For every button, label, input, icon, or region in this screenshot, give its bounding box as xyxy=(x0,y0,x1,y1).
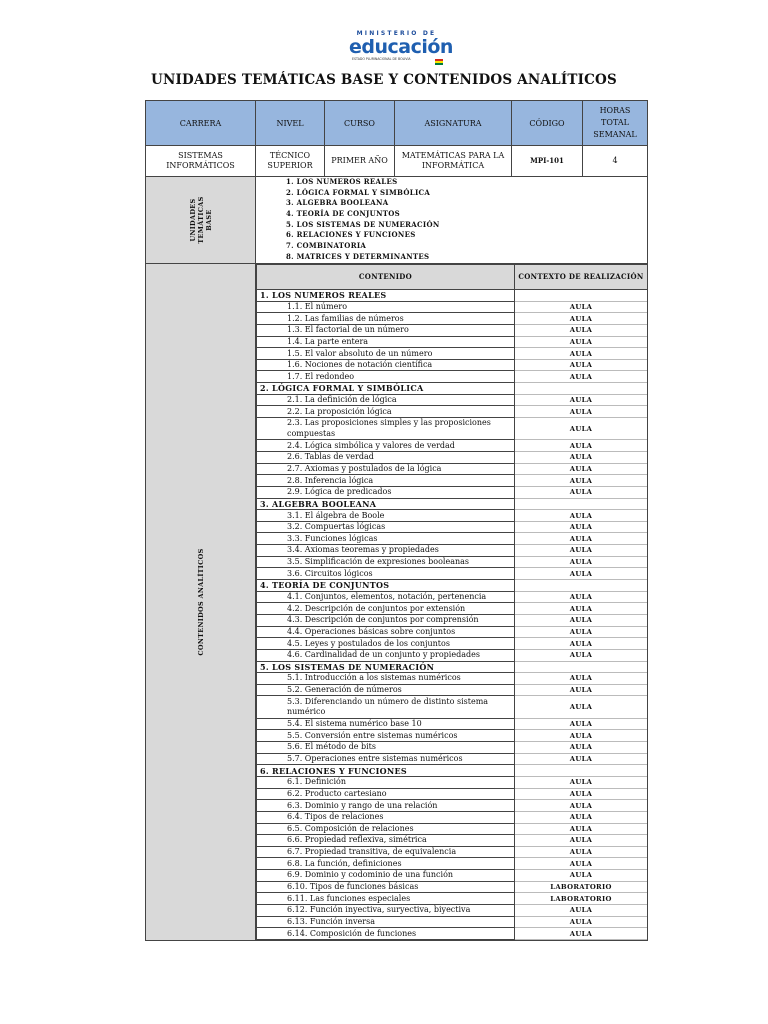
content-row xyxy=(257,394,648,406)
content-topic: 5.6. El método de bits xyxy=(257,742,515,754)
content-row xyxy=(257,800,648,812)
content-topic: 2.8. Inferencia lógica xyxy=(257,475,515,487)
content-row xyxy=(257,858,648,870)
context-value: AULA xyxy=(515,348,648,360)
content-row xyxy=(257,823,648,835)
content-topic: 2.2. La proposición lógica xyxy=(257,406,515,418)
context-value: AULA xyxy=(515,904,648,916)
context-value: AULA xyxy=(515,394,648,406)
content-topic: 1.1. El número xyxy=(257,301,515,313)
context-value: AULA xyxy=(515,696,648,718)
content-topic: 6.13. Función inversa xyxy=(257,916,515,928)
content-row xyxy=(257,776,648,788)
content-topic: 4.4. Operaciones básicas sobre conjuntos xyxy=(257,626,515,638)
content-row xyxy=(257,638,648,650)
content-row xyxy=(257,673,648,685)
content-topic: 2.1. La definición de lógica xyxy=(257,394,515,406)
content-topic: 4.3. Descripción de conjuntos por comprensión xyxy=(257,614,515,626)
context-value: AULA xyxy=(515,835,648,847)
contents-header-row xyxy=(257,265,648,290)
context-value xyxy=(515,765,648,777)
section-row xyxy=(257,290,648,302)
contents-cell xyxy=(256,264,648,941)
value-codigo: MPI-101 xyxy=(512,146,583,177)
context-value: AULA xyxy=(515,916,648,928)
unit-item: 1. LOS NUMEROS REALES xyxy=(286,177,398,186)
content-topic: 3.5. Simplificación de expresiones booleanas xyxy=(257,556,515,568)
content-row xyxy=(257,870,648,882)
context-value: AULA xyxy=(515,684,648,696)
section-title: 4. TEORÍA DE CONJUNTOS xyxy=(257,580,515,592)
content-row xyxy=(257,418,648,440)
content-topic: 6.10. Tipos de funciones básicas xyxy=(257,881,515,893)
context-value: AULA xyxy=(515,545,648,557)
context-value: AULA xyxy=(515,649,648,661)
content-row xyxy=(257,928,648,940)
content-topic: 1.5. El valor absoluto de un número xyxy=(257,348,515,360)
contents-table xyxy=(256,264,648,940)
context-value: AULA xyxy=(515,858,648,870)
content-row xyxy=(257,440,648,452)
header-asignatura: ASIGNATURA xyxy=(395,101,512,146)
content-topic: 2.4. Lógica simbólica y valores de verdad xyxy=(257,440,515,452)
context-value: AULA xyxy=(515,800,648,812)
content-topic: 6.7. Propiedad transitiva, de equivalencia xyxy=(257,846,515,858)
content-topic: 6.5. Composición de relaciones xyxy=(257,823,515,835)
context-value: AULA xyxy=(515,336,648,348)
content-topic: 4.1. Conjuntos, elementos, notación, pertenencia xyxy=(257,591,515,603)
section-row xyxy=(257,661,648,673)
content-topic: 6.12. Función inyectiva, suryectiva, biyectiva xyxy=(257,904,515,916)
content-topic: 5.1. Introducción a los sistemas numéricos xyxy=(257,673,515,685)
units-side-cell xyxy=(146,177,256,264)
content-row xyxy=(257,510,648,522)
content-row xyxy=(257,881,648,893)
context-value: AULA xyxy=(515,440,648,452)
context-value: AULA xyxy=(515,811,648,823)
content-topic: 3.1. El álgebra de Boole xyxy=(257,510,515,522)
content-topic: 4.2. Descripción de conjuntos por extensión xyxy=(257,603,515,615)
logo-sub-text: ESTADO PLURINACIONAL DE BOLIVIA xyxy=(352,57,411,61)
content-row xyxy=(257,451,648,463)
context-value: AULA xyxy=(515,510,648,522)
section-title: 1. LOS NUMEROS REALES xyxy=(257,290,515,302)
contents-side-cell xyxy=(146,264,256,941)
context-value: AULA xyxy=(515,776,648,788)
content-row xyxy=(257,533,648,545)
context-value xyxy=(515,580,648,592)
context-value: AULA xyxy=(515,591,648,603)
context-value: AULA xyxy=(515,846,648,858)
unit-item: 7. COMBINATORIA xyxy=(286,241,367,251)
content-row xyxy=(257,545,648,557)
section-row xyxy=(257,383,648,395)
context-value: LABORATORIO xyxy=(515,893,648,905)
section-title: 6. RELACIONES Y FUNCIONES xyxy=(257,765,515,777)
content-row xyxy=(257,371,648,383)
content-row xyxy=(257,556,648,568)
content-topic: 5.4. El sistema numérico base 10 xyxy=(257,718,515,730)
context-value: AULA xyxy=(515,742,648,754)
content-row xyxy=(257,742,648,754)
context-value xyxy=(515,498,648,510)
context-value: AULA xyxy=(515,753,648,765)
content-topic: 1.3. El factorial de un número xyxy=(257,324,515,336)
content-topic: 3.3. Funciones lógicas xyxy=(257,533,515,545)
content-row xyxy=(257,486,648,498)
contents-row xyxy=(146,264,648,941)
context-value: AULA xyxy=(515,626,648,638)
content-row xyxy=(257,336,648,348)
content-topic: 3.4. Axiomas teoremas y propiedades xyxy=(257,545,515,557)
context-value: AULA xyxy=(515,486,648,498)
context-value: AULA xyxy=(515,521,648,533)
content-row xyxy=(257,568,648,580)
content-topic: 3.2. Compuertas lógicas xyxy=(257,521,515,533)
logo-top-text: MINISTERIO DE xyxy=(356,30,437,37)
content-topic: 1.2. Las familias de números xyxy=(257,313,515,325)
context-value: AULA xyxy=(515,371,648,383)
units-list xyxy=(256,177,647,263)
context-value: AULA xyxy=(515,614,648,626)
context-value: AULA xyxy=(515,568,648,580)
header-carrera: CARRERA xyxy=(146,101,256,146)
content-topic: 6.1. Definición xyxy=(257,776,515,788)
context-value: AULA xyxy=(515,406,648,418)
content-row xyxy=(257,603,648,615)
context-value: AULA xyxy=(515,823,648,835)
context-value: AULA xyxy=(515,718,648,730)
content-topic: 6.11. Las funciones especiales xyxy=(257,893,515,905)
section-title: 2. LÓGICA FORMAL Y SIMBÓLICA xyxy=(257,383,515,395)
content-row xyxy=(257,788,648,800)
content-row xyxy=(257,753,648,765)
content-topic: 1.7. El redondeo xyxy=(257,371,515,383)
content-topic: 6.9. Dominio y codominio de una función xyxy=(257,870,515,882)
content-topic: 5.3. Diferenciando un número de distinto sistema numérico xyxy=(257,696,515,718)
context-value: AULA xyxy=(515,313,648,325)
context-value: AULA xyxy=(515,556,648,568)
content-topic: 2.9. Lógica de predicados xyxy=(257,486,515,498)
value-horas: 4 xyxy=(583,146,648,177)
header-codigo: CÓDIGO xyxy=(512,101,583,146)
value-nivel: TÉCNICO SUPERIOR xyxy=(256,146,325,177)
curriculum-table xyxy=(145,100,648,941)
content-topic: 4.6. Cardinalidad de un conjunto y propiedades xyxy=(257,649,515,661)
content-topic: 6.14. Composición de funciones xyxy=(257,928,515,940)
content-row xyxy=(257,626,648,638)
content-row xyxy=(257,463,648,475)
ministry-logo xyxy=(349,30,453,66)
contents-label: CONTENIDOS ANALÍTICOS xyxy=(196,548,205,656)
context-value: LABORATORIO xyxy=(515,881,648,893)
content-row xyxy=(257,893,648,905)
unit-item: 8. MATRICES Y DETERMINANTES xyxy=(286,251,430,261)
logo-main-text: educación xyxy=(349,36,453,58)
context-header: CONTEXTO DE REALIZACIÓN xyxy=(515,265,648,290)
content-topic: 5.2. Generación de números xyxy=(257,684,515,696)
unit-item: 5. LOS SISTEMAS DE NUMERACIÓN xyxy=(286,219,440,229)
content-row xyxy=(257,406,648,418)
content-topic: 5.7. Operaciones entre sistemas numéricos xyxy=(257,753,515,765)
value-asignatura: MATEMÁTICAS PARA LA INFORMÁTICA xyxy=(395,146,512,177)
header-curso: CURSO xyxy=(325,101,395,146)
content-row xyxy=(257,835,648,847)
content-row xyxy=(257,649,648,661)
units-row xyxy=(146,177,648,264)
content-topic: 4.5. Leyes y postulados de los conjuntos xyxy=(257,638,515,650)
content-row xyxy=(257,718,648,730)
context-value: AULA xyxy=(515,638,648,650)
context-value xyxy=(515,290,648,302)
content-row xyxy=(257,730,648,742)
header-horas: HORAS TOTAL SEMANAL xyxy=(583,101,648,146)
section-row xyxy=(257,580,648,592)
context-value: AULA xyxy=(515,418,648,440)
content-row xyxy=(257,846,648,858)
content-row xyxy=(257,313,648,325)
value-carrera: SISTEMAS INFORMÁTICOS xyxy=(146,146,256,177)
content-row xyxy=(257,301,648,313)
content-topic: 2.7. Axiomas y postulados de la lógica xyxy=(257,463,515,475)
bolivia-flag-icon xyxy=(435,59,443,65)
section-title: 5. LOS SISTEMAS DE NUMERACIÓN xyxy=(257,661,515,673)
unit-item: 4. TEORÍA DE CONJUNTOS xyxy=(286,209,401,219)
context-value: AULA xyxy=(515,730,648,742)
content-topic: 2.3. Las proposiciones simples y las proposiciones compuestas xyxy=(257,418,515,440)
unit-item: 3. ALGEBRA BOOLEANA xyxy=(286,198,389,208)
content-topic: 2.6. Tablas de verdad xyxy=(257,451,515,463)
context-value xyxy=(515,383,648,395)
context-value: AULA xyxy=(515,673,648,685)
content-topic: 6.6. Propiedad reflexiva, simétrica xyxy=(257,835,515,847)
header-row xyxy=(146,101,648,146)
content-row xyxy=(257,614,648,626)
context-value: AULA xyxy=(515,788,648,800)
context-value: AULA xyxy=(515,359,648,371)
section-title: 3. ALGEBRA BOOLEANA xyxy=(257,498,515,510)
content-header: CONTENIDO xyxy=(257,265,515,290)
context-value: AULA xyxy=(515,533,648,545)
content-row xyxy=(257,904,648,916)
context-value: AULA xyxy=(515,870,648,882)
context-value xyxy=(515,661,648,673)
units-list-cell xyxy=(256,177,648,264)
context-value: AULA xyxy=(515,928,648,940)
header-nivel: NIVEL xyxy=(256,101,325,146)
context-value: AULA xyxy=(515,451,648,463)
section-row xyxy=(257,498,648,510)
content-row xyxy=(257,696,648,718)
values-row xyxy=(146,146,648,177)
value-curso: PRIMER AÑO xyxy=(325,146,395,177)
content-topic: 6.3. Dominio y rango de una relación xyxy=(257,800,515,812)
context-value: AULA xyxy=(515,475,648,487)
content-topic: 1.4. La parte entera xyxy=(257,336,515,348)
context-value: AULA xyxy=(515,301,648,313)
content-row xyxy=(257,359,648,371)
context-value: AULA xyxy=(515,324,648,336)
content-topic: 6.2. Producto cartesiano xyxy=(257,788,515,800)
unit-item: 6. RELACIONES Y FUNCIONES xyxy=(286,230,416,240)
content-topic: 1.6. Nociones de notación científica xyxy=(257,359,515,371)
content-row xyxy=(257,811,648,823)
section-row xyxy=(257,765,648,777)
content-row xyxy=(257,521,648,533)
content-row xyxy=(257,591,648,603)
page-title: UNIDADES TEMÁTICAS BASE Y CONTENIDOS ANALÍTICOS xyxy=(151,72,617,88)
content-topic: 3.6. Circuitos lógicos xyxy=(257,568,515,580)
content-row xyxy=(257,324,648,336)
content-topic: 5.5. Conversión entre sistemas numéricos xyxy=(257,730,515,742)
content-row xyxy=(257,348,648,360)
units-label: UNIDADES TEMÁTICAS BASE xyxy=(188,196,213,244)
content-topic: 6.4. Tipos de relaciones xyxy=(257,811,515,823)
content-row xyxy=(257,475,648,487)
content-row xyxy=(257,684,648,696)
context-value: AULA xyxy=(515,603,648,615)
context-value: AULA xyxy=(515,463,648,475)
content-row xyxy=(257,916,648,928)
content-topic: 6.8. La función, definiciones xyxy=(257,858,515,870)
unit-item: 2. LÓGICA FORMAL Y SIMBÓLICA xyxy=(286,187,431,197)
